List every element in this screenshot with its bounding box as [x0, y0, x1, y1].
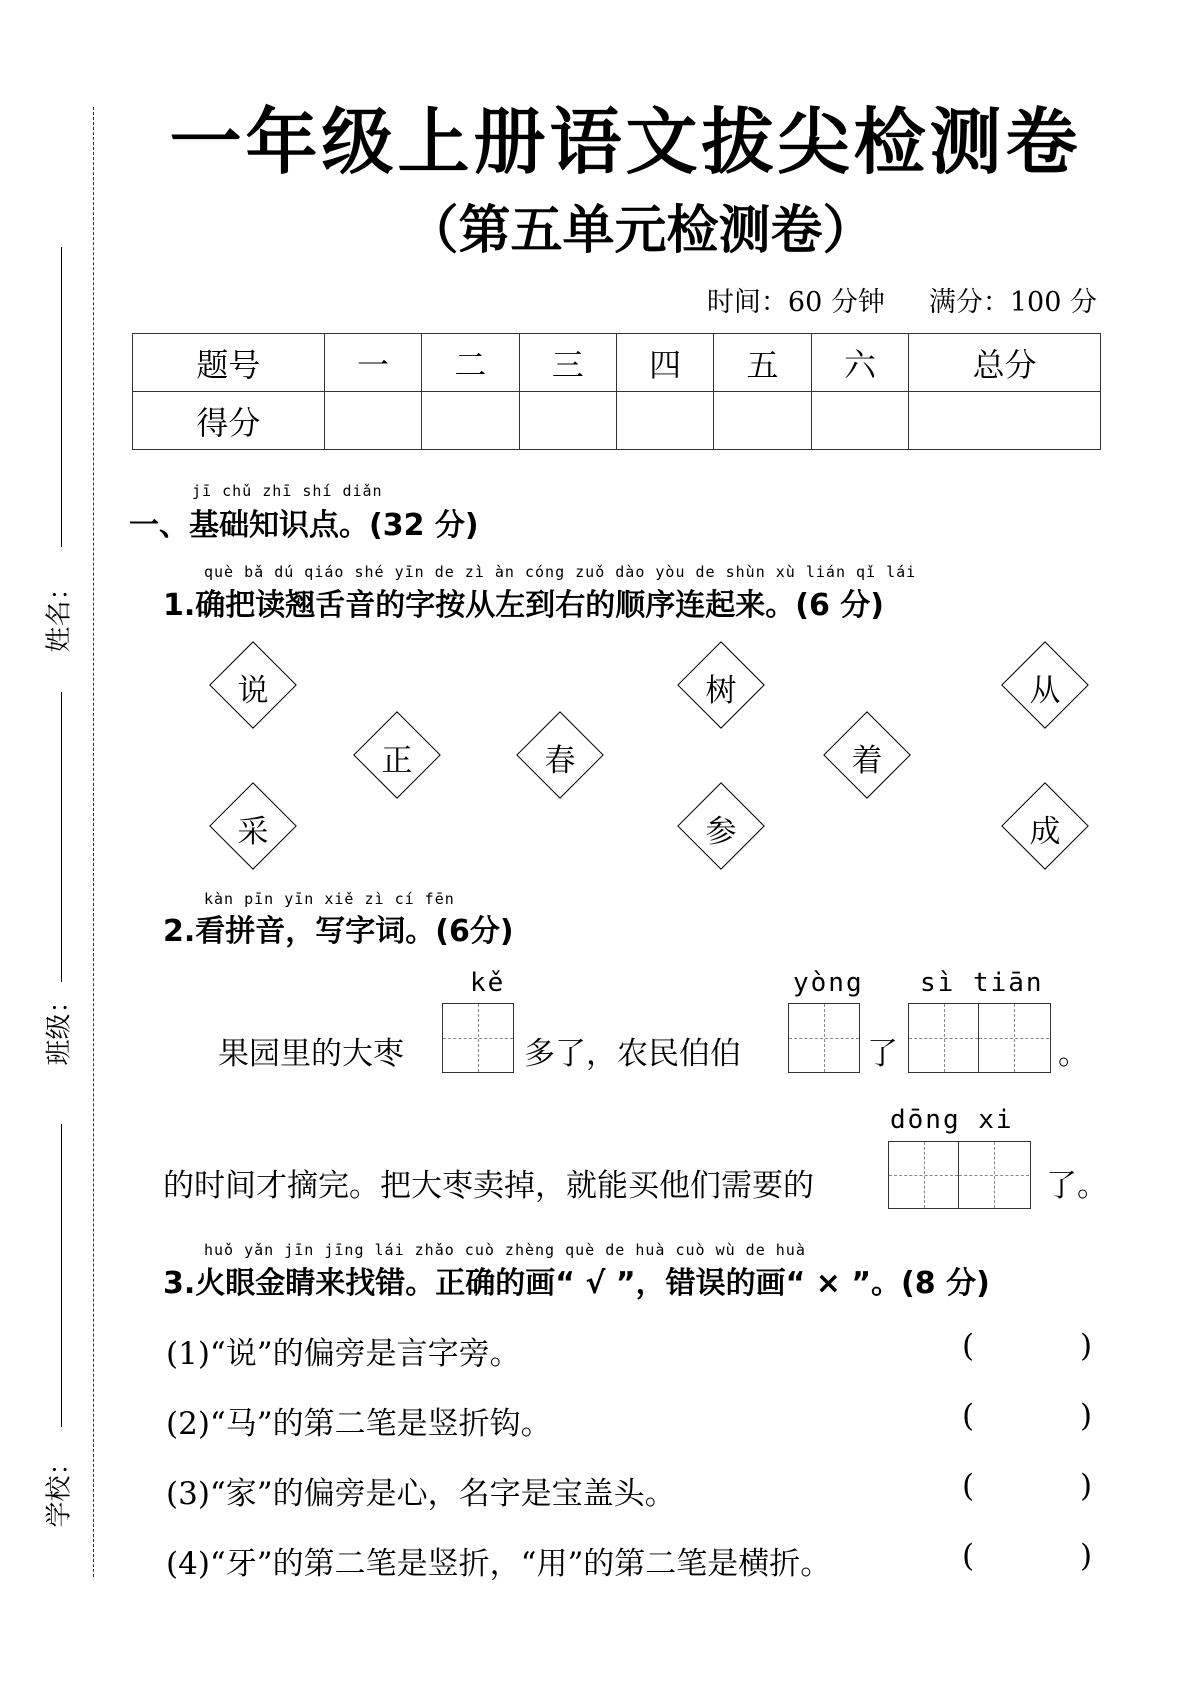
q2-pinyin: kàn pīn yīn xiě zì cí fēn	[204, 890, 455, 908]
header-cell: 五	[714, 334, 811, 392]
score-cell[interactable]	[324, 392, 421, 450]
diamond-char: 正	[381, 743, 413, 779]
header-cell: 六	[811, 334, 908, 392]
diamond-char: 采	[237, 814, 269, 850]
q3-item: (2)“马”的第二笔是竖折钩。	[166, 1406, 552, 1442]
score-table-header-row	[133, 334, 1101, 392]
score-cell[interactable]	[616, 392, 713, 450]
school-label: 学校：	[44, 1449, 75, 1528]
q3-pinyin: huǒ yǎn jīn jīng lái zhǎo cuò zhèng què de huà cuò wù de huà	[204, 1241, 806, 1259]
diamond-char: 春	[544, 743, 576, 779]
q2-writing-box[interactable]	[908, 1003, 1051, 1073]
section1-heading: 一、基础知识点。(32 分)	[129, 508, 479, 543]
header-cell: 四	[616, 334, 713, 392]
answer-paren-open[interactable]: (	[962, 1538, 975, 1574]
diamond-char: 成	[1029, 814, 1061, 850]
diamond-char: 参	[705, 814, 737, 850]
q2-pinyin-dongxi: dōng xi	[890, 1105, 1014, 1135]
school-write-line	[61, 1124, 62, 1427]
q2-line1-text1: 果园里的大枣	[218, 1036, 404, 1072]
row-label: 得分	[133, 392, 325, 450]
q3-heading: 3.火眼金睛来找错。正确的画“ √ ”，错误的画“ × ”。(8 分)	[163, 1266, 990, 1301]
header-cell: 三	[519, 334, 616, 392]
q2-writing-box[interactable]	[442, 1003, 514, 1073]
binding-dashed-line	[93, 107, 94, 1577]
header-cell: 一	[324, 334, 421, 392]
answer-paren-open[interactable]: (	[962, 1468, 975, 1504]
answer-paren-close: )	[1080, 1328, 1093, 1364]
score-table	[132, 333, 1101, 450]
class-label: 班级：	[44, 987, 75, 1066]
exam-time: 时间：60 分钟	[706, 287, 885, 318]
q2-line2-text2: 了。	[1046, 1168, 1108, 1204]
exam-meta	[663, 280, 1097, 319]
q2-writing-box[interactable]	[788, 1003, 860, 1073]
diamond-char: 着	[851, 743, 883, 779]
class-write-line	[61, 692, 62, 982]
header-cell: 二	[422, 334, 519, 392]
diamond-char: 从	[1029, 673, 1061, 709]
score-cell[interactable]	[811, 392, 908, 450]
q3-item: (4)“牙”的第二笔是竖折，“用”的第二笔是横折。	[166, 1546, 832, 1582]
page-subtitle: （第五单元检测卷）	[406, 201, 875, 261]
score-cell[interactable]	[519, 392, 616, 450]
name-label: 姓名：	[44, 574, 75, 653]
answer-paren-close: )	[1080, 1538, 1093, 1574]
q2-line1-text4: 。	[1058, 1036, 1089, 1072]
score-table-score-row	[133, 392, 1101, 450]
q2-pinyin-sitian: sì tiān	[920, 968, 1044, 998]
q2-heading: 2.看拼音，写字词。(6分)	[163, 914, 514, 949]
full-score: 满分：100 分	[928, 287, 1097, 318]
header-cell: 题号	[133, 334, 325, 392]
answer-paren-close: )	[1080, 1398, 1093, 1434]
score-cell[interactable]	[714, 392, 811, 450]
diamond-char: 说	[237, 673, 269, 709]
q2-line1-text2: 多了，农民伯伯	[524, 1036, 741, 1072]
answer-paren-close: )	[1080, 1468, 1093, 1504]
q2-writing-box[interactable]	[888, 1141, 1031, 1209]
q1-heading: 1.确把读翘舌音的字按从左到右的顺序连起来。(6 分)	[163, 588, 885, 623]
page-title: 一年级上册语文拔尖检测卷	[169, 100, 1082, 184]
score-cell[interactable]	[909, 392, 1101, 450]
section1-pinyin: jī chǔ zhī shí diǎn	[192, 482, 383, 500]
header-cell: 总分	[909, 334, 1101, 392]
q3-item: (1)“说”的偏旁是言字旁。	[166, 1336, 521, 1372]
answer-paren-open[interactable]: (	[962, 1328, 975, 1364]
q2-pinyin-ke: kě	[470, 968, 506, 998]
q1-pinyin: què bǎ dú qiáo shé yīn de zì àn cóng zuǒ dào yòu de shùn xù lián qǐ lái	[204, 563, 917, 581]
score-cell[interactable]	[422, 392, 519, 450]
diamond-char: 树	[705, 673, 737, 709]
answer-paren-open[interactable]: (	[962, 1398, 975, 1434]
name-write-line	[61, 247, 62, 547]
q2-line1-text3: 了	[867, 1036, 898, 1072]
q2-pinyin-yong: yòng	[793, 968, 864, 998]
q2-line2-text1: 的时间才摘完。把大枣卖掉，就能买他们需要的	[163, 1168, 814, 1204]
q3-item: (3)“家”的偏旁是心，名字是宝盖头。	[166, 1476, 676, 1512]
